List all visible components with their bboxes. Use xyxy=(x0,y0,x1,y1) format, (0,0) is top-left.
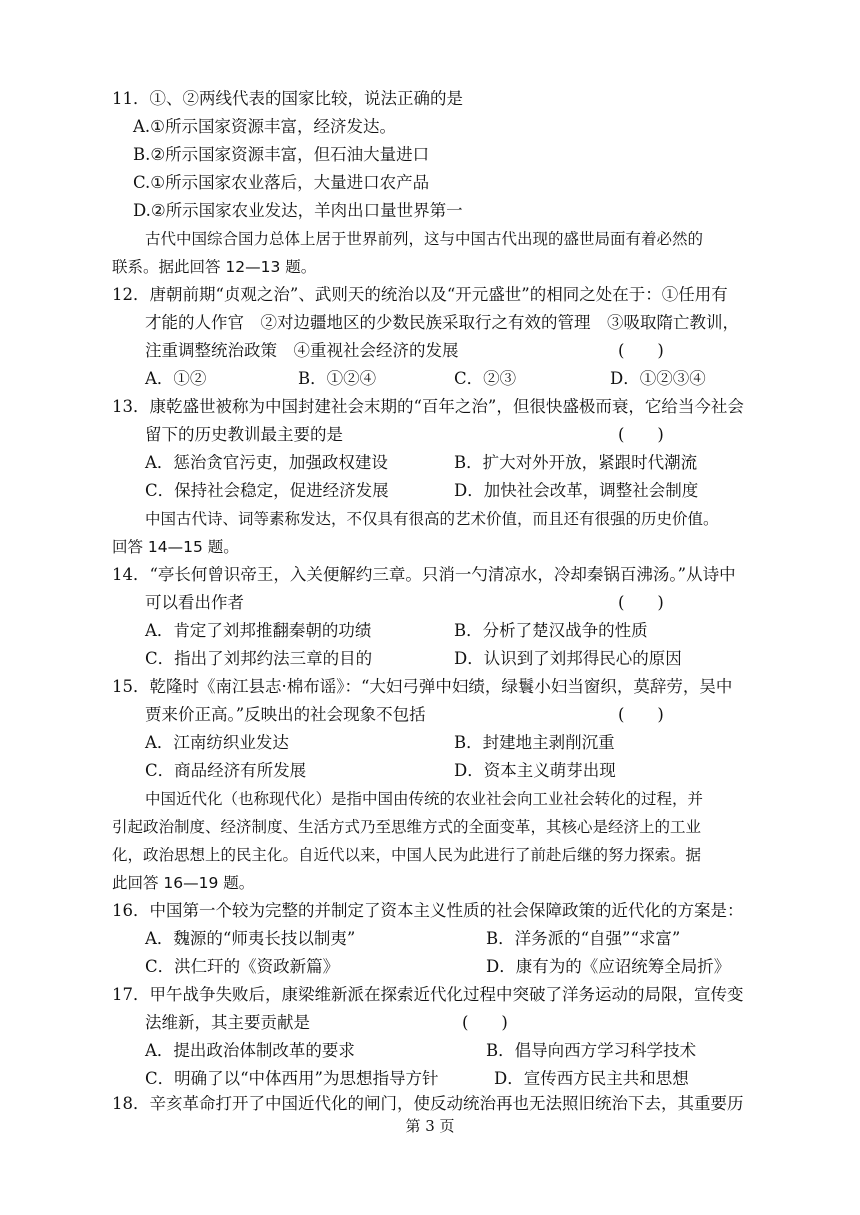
q12-stem-line2: 才能的人作官 ②对边疆地区的少数民族采取行之有效的管理 ③吸取隋亡教训， xyxy=(145,313,739,332)
q15-option-b: B．封建地主剥削沉重 xyxy=(454,733,615,752)
q14-stem-line1: 14．“亭长何曾识帝王，入关便解约三章。只消一勺清凉水，冷却秦锅百沸汤。”从诗中 xyxy=(112,565,736,584)
q12-stem-line3: 注重调整统治政策 ④重视社会经济的发展 xyxy=(145,341,459,360)
q12-option-c: C．②③ xyxy=(454,369,517,388)
passage-16-19-line3: 化，政治思想上的民主化。自近代以来，中国人民为此进行了前赴后继的努力探索。据 xyxy=(112,846,702,864)
q15-stem-line2: 贾来价正高。”反映出的社会现象不包括 xyxy=(145,705,426,724)
q13-stem-line2: 留下的历史教训最主要的是 xyxy=(145,425,343,444)
q12-answer-blank: ( ) xyxy=(618,341,664,360)
q11-option-b: B.②所示国家资源丰富，但石油大量进口 xyxy=(133,145,430,164)
q16-option-a: A．魏源的“师夷长技以制夷” xyxy=(145,929,356,948)
q17-option-a: A．提出政治体制改革的要求 xyxy=(145,1041,355,1060)
q18-stem-line1: 18．辛亥革命打开了中国近代化的闸门，使反动统治再也无法照旧统治下去，其重要历 xyxy=(112,1094,744,1113)
q16-option-c: C．洪仁玕的《资政新篇》 xyxy=(145,957,340,976)
q14-option-b: B．分析了楚汉战争的性质 xyxy=(454,621,648,640)
q17-option-b: B．倡导向西方学习科学技术 xyxy=(486,1041,697,1060)
passage-12-13-line1: 古代中国综合国力总体上居于世界前列，这与中国古代出现的盛世局面有着必然的 xyxy=(145,230,704,248)
q13-option-c: C．保持社会稳定，促进经济发展 xyxy=(145,481,389,500)
q14-option-a: A．肯定了刘邦推翻秦朝的功绩 xyxy=(145,621,372,640)
q11-option-a: A.①所示国家资源丰富，经济发达。 xyxy=(133,117,396,136)
q12-option-b: B．①②④ xyxy=(298,369,377,388)
q12-option-a: A．①② xyxy=(145,369,207,388)
q14-option-c: C．指出了刘邦约法三章的目的 xyxy=(145,649,373,668)
passage-16-19-line2: 引起政治制度、经济制度、生活方式乃至思维方式的全面变革，其核心是经济上的工业 xyxy=(112,818,702,836)
passage-14-15-line1: 中国古代诗、词等素称发达，不仅具有很高的艺术价值，而且还有很强的历史价值。 xyxy=(145,510,719,528)
q15-option-c: C．商品经济有所发展 xyxy=(145,761,307,780)
q15-stem-line1: 15．乾隆时《南江县志·棉布谣》：“大妇弓弹中妇绩，绿鬟小妇当窗织，莫辞劳，吴中 xyxy=(112,677,733,696)
q16-stem: 16．中国第一个较为完整的并制定了资本主义性质的社会保障政策的近代化的方案是： xyxy=(112,901,744,920)
q12-stem-line1: 12．唐朝前期“贞观之治”、武则天的统治以及“开元盛世”的相同之处在于：①任用有 xyxy=(112,285,728,304)
q13-option-d: D．加快社会改革，调整社会制度 xyxy=(454,481,699,500)
q15-option-a: A．江南纺织业发达 xyxy=(145,733,289,752)
passage-16-19-line1: 中国近代化（也称现代化）是指中国由传统的农业社会向工业社会转化的过程，并 xyxy=(145,790,704,808)
q17-stem-line1: 17．甲午战争失败后，康梁维新派在探索近代化过程中突破了洋务运动的局限，宣传变 xyxy=(112,985,744,1004)
q13-option-b: B．扩大对外开放，紧跟时代潮流 xyxy=(454,453,698,472)
q15-option-d: D．资本主义萌芽出现 xyxy=(454,761,616,780)
q17-option-c: C．明确了以“中体西用”为思想指导方针 xyxy=(145,1069,439,1088)
q11-option-c: C.①所示国家农业落后，大量进口农产品 xyxy=(133,173,430,192)
q13-option-a: A．惩治贪官污吏，加强政权建设 xyxy=(145,453,388,472)
q17-option-d: D．宣传西方民主共和思想 xyxy=(494,1069,689,1088)
q11-option-d: D.②所示国家农业发达，羊肉出口量世界第一 xyxy=(133,201,463,220)
q15-answer-blank: ( ) xyxy=(618,705,664,724)
q14-stem-line2: 可以看出作者 xyxy=(145,593,244,612)
q14-answer-blank: ( ) xyxy=(618,593,664,612)
q17-answer-blank: ( ) xyxy=(462,1013,508,1032)
passage-16-19-line4: 此回答 16—19 题。 xyxy=(112,874,255,892)
passage-14-15-line2: 回答 14—15 题。 xyxy=(112,538,239,556)
q17-stem-line2: 法维新，其主要贡献是 xyxy=(145,1013,310,1032)
q16-option-d: D．康有为的《应诏统筹全局折》 xyxy=(486,957,731,976)
passage-12-13-line2: 联系。据此回答 12—13 题。 xyxy=(112,258,317,276)
q13-answer-blank: ( ) xyxy=(618,425,664,444)
q11-stem: 11．①、②两线代表的国家比较，说法正确的是 xyxy=(112,89,463,108)
page-number: 第 3 页 xyxy=(405,1117,455,1135)
q14-option-d: D．认识到了刘邦得民心的原因 xyxy=(454,649,682,668)
q12-option-d: D．①②③④ xyxy=(610,369,706,388)
q16-option-b: B．洋务派的“自强”“求富” xyxy=(486,929,681,948)
q13-stem-line1: 13．康乾盛世被称为中国封建社会末期的“百年之治”，但很快盛极而衰，它给当今社会 xyxy=(112,397,744,416)
